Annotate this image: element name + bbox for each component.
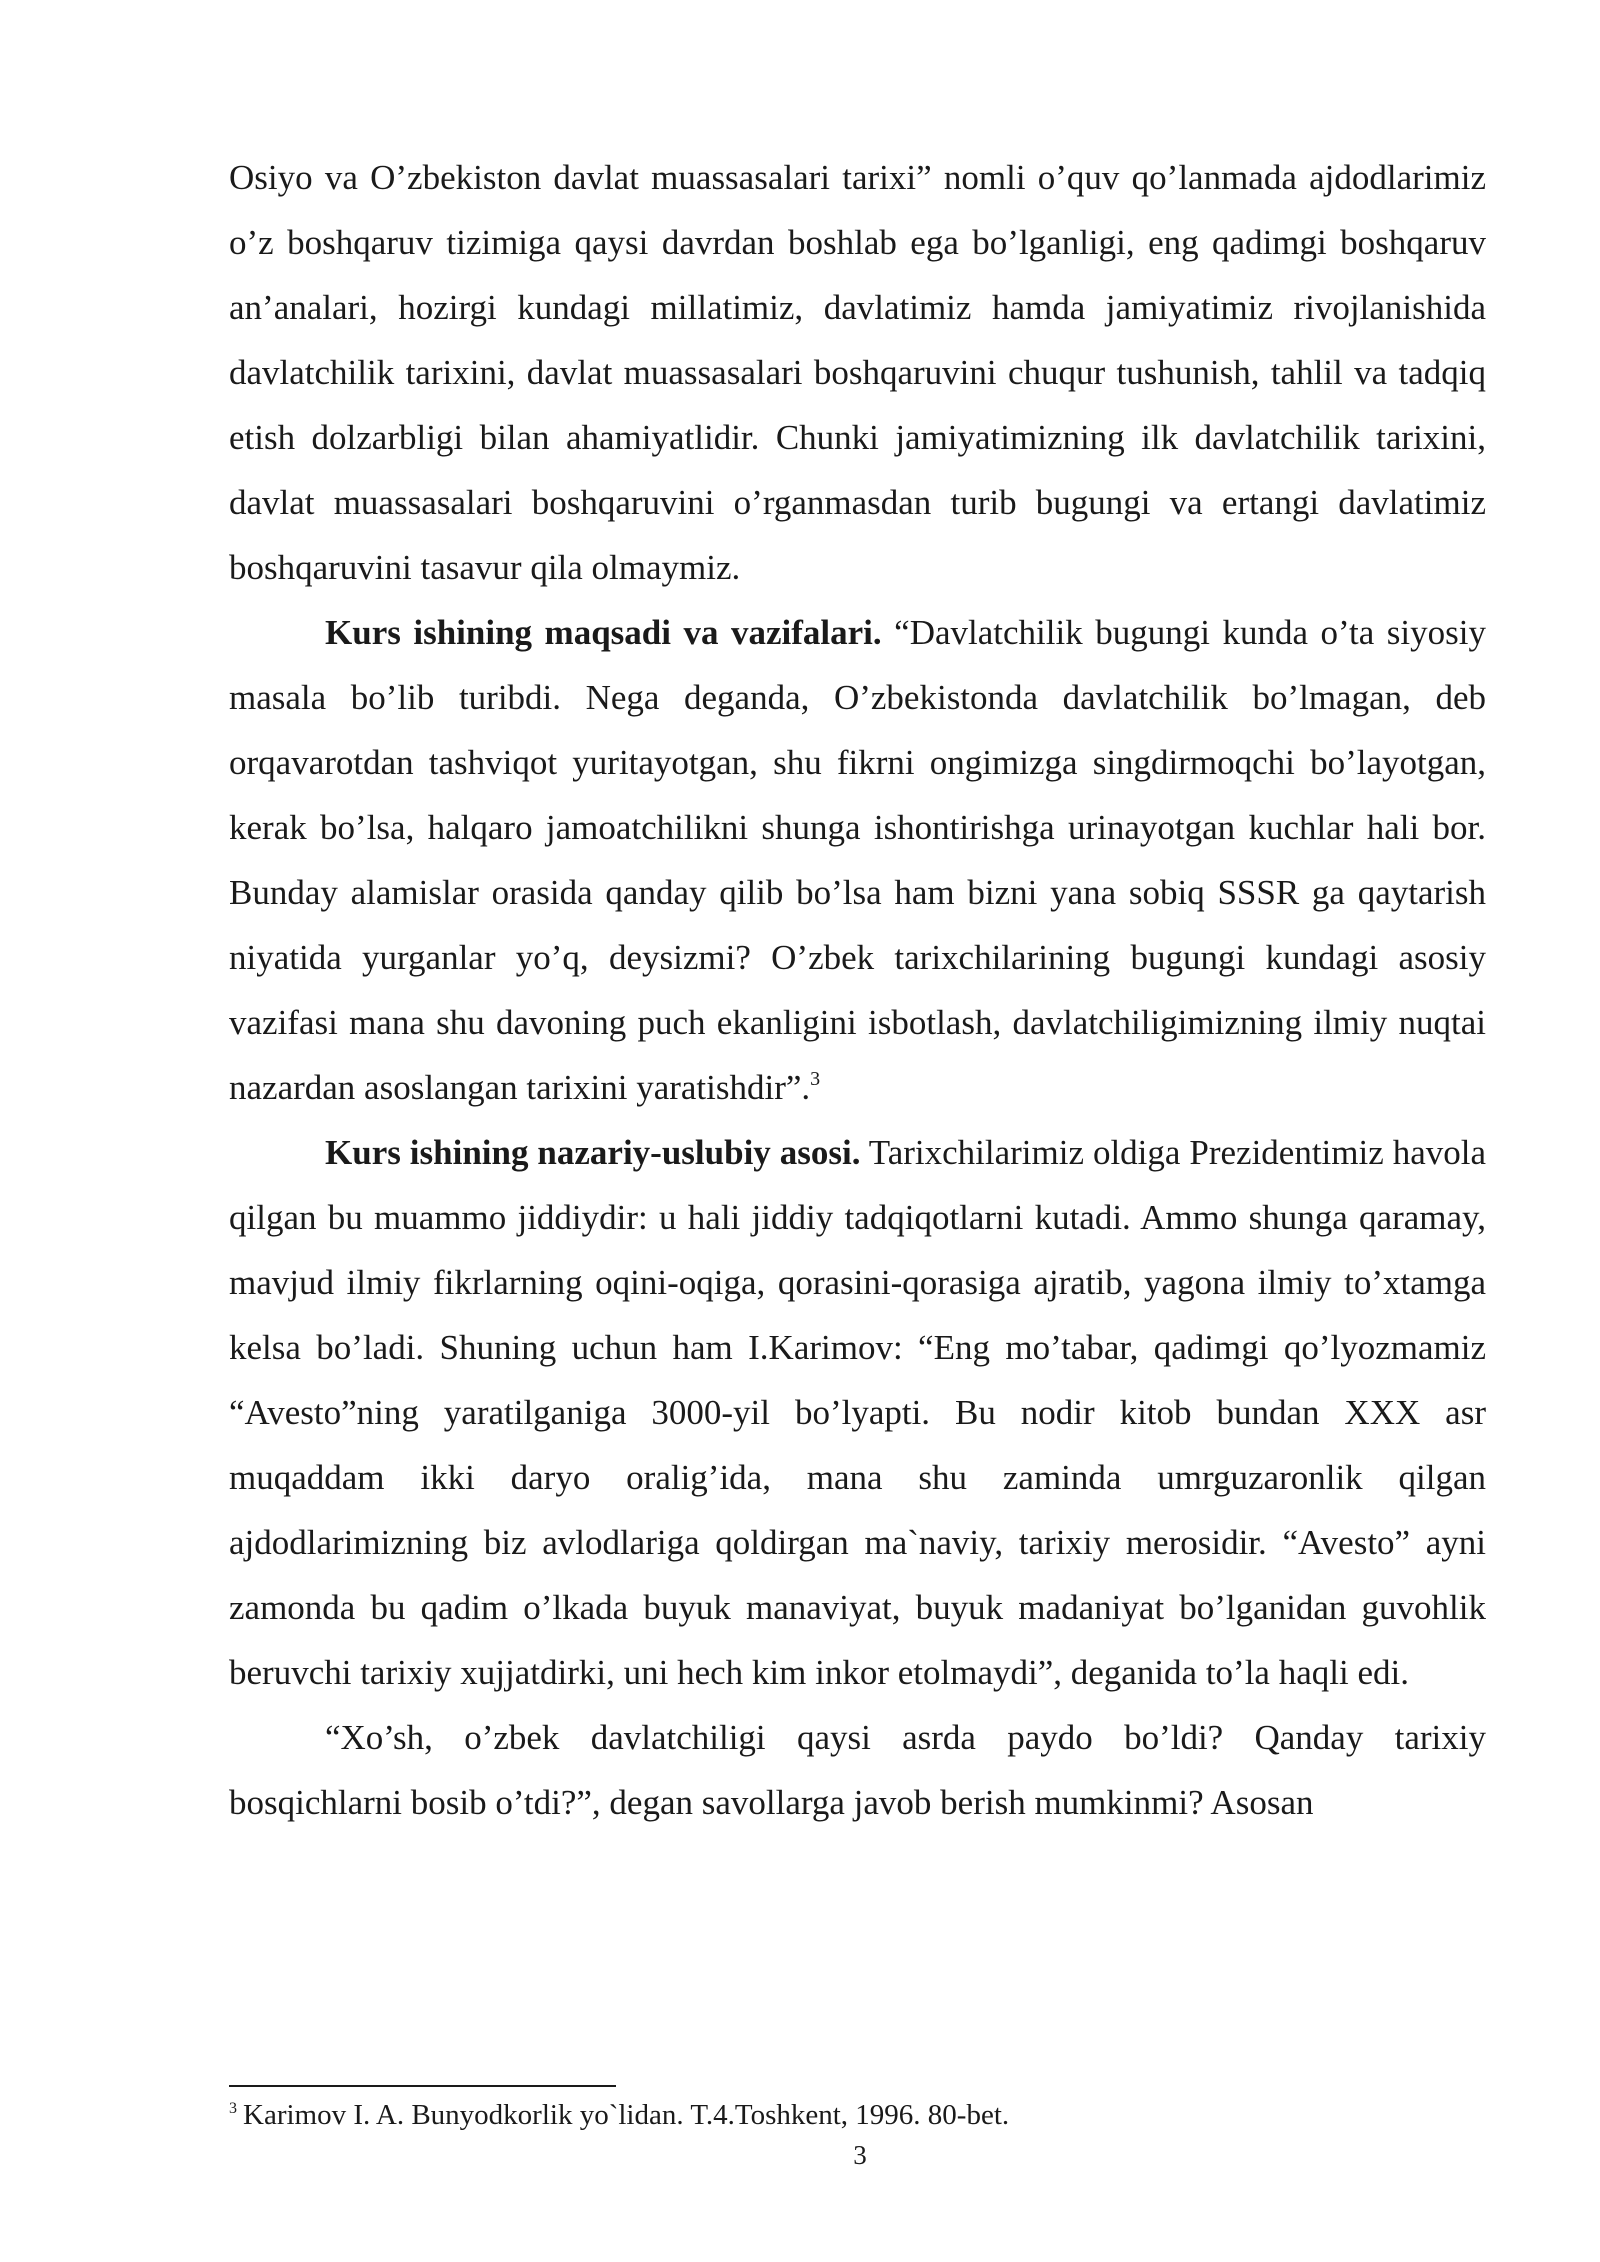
footnote-separator	[229, 2085, 616, 2087]
paragraph-goals	[229, 600, 1486, 1120]
footnote-text: Karimov I. A. Bunyodkorlik yo`lidan. T.4.Toshkent, 1996. 80-bet.	[243, 2099, 1010, 2131]
page-number: 3	[853, 2140, 867, 2170]
paragraph-method-text: Tarixchilarimiz oldiga Prezidentimiz havola qilgan bu muammo jiddiydir: u hali jiddiy tadqiqotlarni kutadi. Ammo shunga qaramay, mavjud ilmiy fikrlarning oqini-oqiga, qorasini-qorasiga ajratib, yagona ilmiy to’xtamga kelsa bo’ladi. Shuning uchun ham I.Karimov: “Eng mo’tabar, qadimgi qo’lyozmamiz “Avesto”ning yaratilganiga 3000-yil bo’lyapti. Bu nodir kitob bundan XXX asr muqaddam ikki daryo oralig’ida, mana shu zaminda umrguzaronlik qilgan ajdodlarimizning biz avlodlariga qoldirgan ma`naviy, tarixiy merosidir. “Avesto” ayni zamonda bu qadim o’lkada buyuk manaviyat, buyuk madaniyat bo’lganidan guvohlik beruvchi tarixiy xujjatdirki, uni hech kim inkor etolmaydi”, deganida to’la haqli edi.	[229, 1133, 1486, 1692]
footnote-reference[interactable]: 3	[810, 1068, 821, 1090]
footnote-marker: 3	[229, 2100, 237, 2117]
footnote	[229, 2096, 1486, 2134]
section-heading-method: Kurs ishining nazariy-uslubiy asosi.	[325, 1133, 861, 1172]
section-heading-goals: Kurs ishining maqsadi va vazifalari.	[325, 613, 882, 652]
paragraph-question: “Xo’sh, o’zbek davlatchiligi qaysi asrda paydo bo’ldi? Qanday tarixiy bosqichlarni bosib o’tdi?”, degan savollarga javob berish mumkinmi? Asosan	[229, 1718, 1486, 1822]
body-text	[229, 145, 1486, 1835]
paragraph-goals-text: “Davlatchilik bugungi kunda o’ta siyosiy masala bo’lib turibdi. Nega deganda, O’zbekistonda davlatchilik bo’lmagan, deb orqavarotdan tashviqot yuritayotgan, shu fikrni ongimizga singdirmoqchi bo’layotgan, kerak bo’lsa, halqaro jamoatchilikni shunga ishontirishga urinayotgan kuchlar hali bor. Bunday alamislar orasida qanday qilib bo’lsa ham bizni yana sobiq SSSR ga qaytarish niyatida yurganlar yo’q, deysizmi? O’zbek tarixchilarining bugungi kundagi asosiy vazifasi mana shu davoning puch ekanligini isbotlash, davlatchiligimizning ilmiy nuqtai nazardan asoslangan tarixini yaratishdir”.	[229, 613, 1486, 1107]
paragraph-intro: Osiyo va O’zbekiston davlat muassasalari tarixi” nomli o’quv qo’lanmada ajdodlarimiz o’z boshqaruv tizimiga qaysi davrdan boshlab ega bo’lganligi, eng qadimgi boshqaruv an’analari, hozirgi kundagi millatimiz, davlatimiz hamda jamiyatimiz rivojlanishida davlatchilik tarixini, davlat muassasalari boshqaruvini chuqur tushunish, tahlil va tadqiq etish dolzarbligi bilan ahamiyatlidir. Chunki jamiyatimizning ilk davlatchilik tarixini, davlat muassasalari boshqaruvini o’rganmasdan turib bugungi va ertangi davlatimiz boshqaruvini tasavur qila olmaymiz.	[229, 158, 1486, 587]
paragraph-method	[229, 1120, 1486, 1705]
